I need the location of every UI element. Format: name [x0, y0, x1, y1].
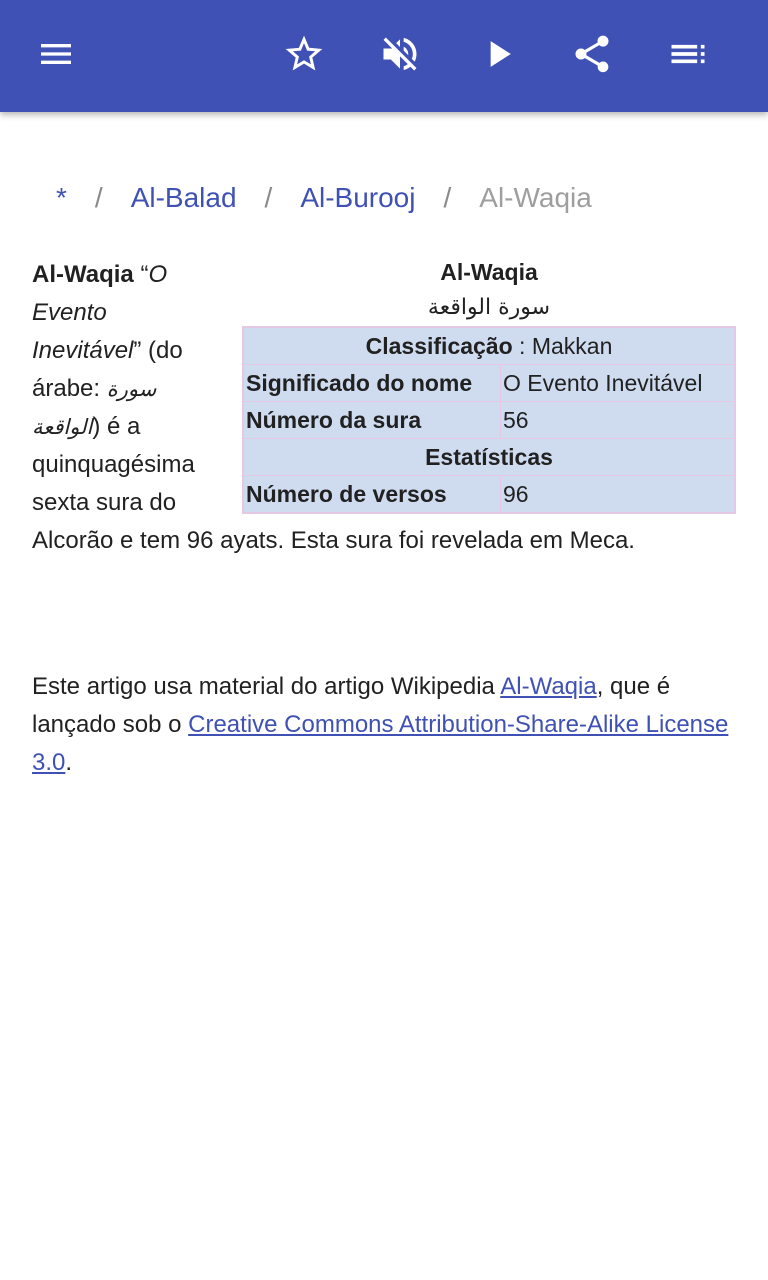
row-value: O Evento Inevitável — [501, 365, 736, 402]
table-row — [243, 439, 735, 476]
infobox-title: Al-Waqia — [440, 259, 538, 285]
row-label: Significado do nome — [243, 365, 501, 402]
article-content — [32, 256, 736, 560]
breadcrumb-link-al-balad[interactable]: Al-Balad — [130, 182, 237, 213]
classification-cell — [243, 327, 735, 365]
mute-button[interactable] — [368, 24, 432, 88]
infobox-arabic-name: سورة الواقعة — [427, 295, 551, 320]
infobox — [242, 256, 736, 514]
row-label: Número de versos — [243, 476, 501, 514]
menu-icon — [36, 34, 76, 79]
menu-button[interactable] — [24, 24, 88, 88]
wikipedia-article-link[interactable]: Al-Waqia — [500, 673, 597, 700]
attribution-text: , que é lançado sob o — [32, 673, 671, 738]
attribution-text: . — [65, 749, 73, 776]
star-icon — [282, 32, 326, 81]
lead-text: “ — [133, 261, 149, 288]
table-of-contents-button[interactable] — [656, 24, 720, 88]
play-icon — [476, 32, 520, 81]
lead-title: Al-Waqia — [32, 261, 134, 288]
stats-header: Estatísticas — [243, 439, 735, 476]
share-button[interactable] — [560, 24, 624, 88]
breadcrumb — [56, 178, 592, 218]
classification-label: Classificação — [365, 333, 513, 359]
breadcrumb-separator: / — [94, 182, 103, 213]
table-row — [243, 402, 735, 439]
row-label: Número da sura — [243, 402, 501, 439]
play-button[interactable] — [466, 24, 530, 88]
share-icon — [570, 32, 614, 81]
lead-meaning: O Evento Inevitável — [32, 261, 168, 364]
row-value: 56 — [501, 402, 736, 439]
lead-text: ” (do árabe: — [32, 337, 183, 402]
toc-icon — [666, 32, 710, 81]
breadcrumb-separator: / — [443, 182, 452, 213]
app-toolbar — [0, 0, 768, 112]
lead-text: ) é a quinquagésima sexta sura do Alcorão e tem 96 ayats. Esta sura foi revelada em Meca. — [32, 413, 635, 554]
table-row — [243, 365, 735, 402]
breadcrumb-link-home[interactable]: * — [56, 182, 67, 213]
row-value: 96 — [501, 476, 736, 514]
license-link[interactable]: Creative Commons Attribution-Share-Alike License 3.0 — [32, 711, 729, 776]
breadcrumb-link-al-burooj[interactable]: Al-Burooj — [300, 182, 416, 213]
lead-arabic: سورة الواقعة — [32, 377, 157, 439]
breadcrumb-current: Al-Waqia — [479, 182, 592, 213]
breadcrumb-separator: / — [264, 182, 273, 213]
volume-off-icon — [378, 32, 422, 81]
table-row — [243, 327, 735, 365]
table-row — [243, 476, 735, 514]
favorite-button[interactable] — [272, 24, 336, 88]
attribution-paragraph — [32, 668, 736, 782]
classification-value: : Makkan — [512, 333, 613, 359]
infobox-table — [242, 326, 736, 514]
attribution-text: Este artigo usa material do artigo Wikipedia — [32, 673, 501, 700]
